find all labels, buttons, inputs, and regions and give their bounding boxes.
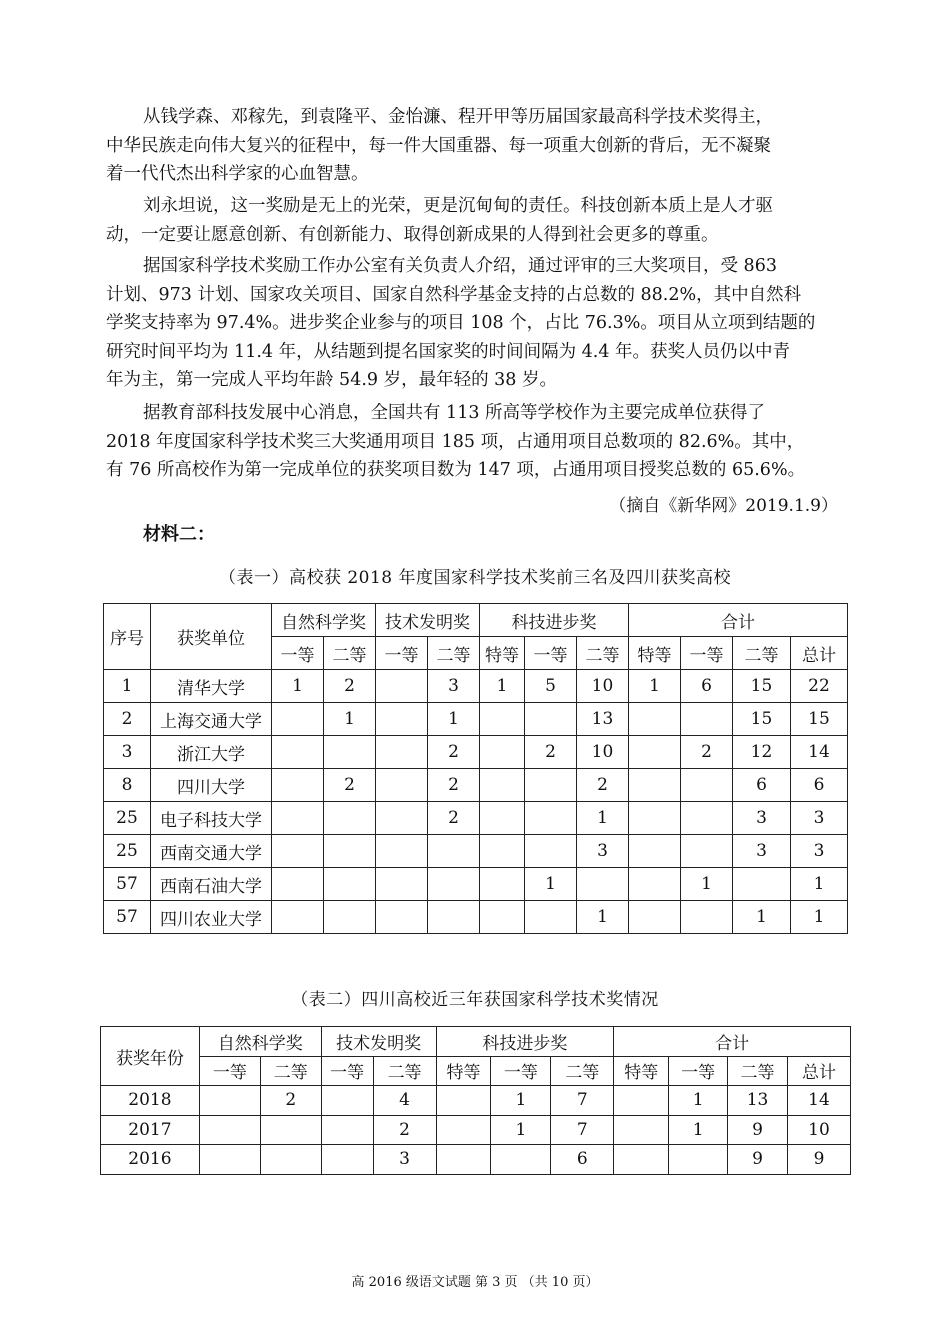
table-cell: 1 xyxy=(491,1086,551,1116)
table-cell: 1 xyxy=(324,703,376,736)
table-cell xyxy=(199,1115,260,1145)
table-cell: 1 xyxy=(491,1115,551,1145)
subheader-cell: 特等 xyxy=(614,1056,669,1086)
table-cell xyxy=(669,1145,728,1175)
table-cell: 1 xyxy=(104,670,151,703)
table-cell xyxy=(681,769,733,802)
table2 xyxy=(100,1026,851,1175)
group-header: 科技进步奖 xyxy=(436,1027,614,1057)
table-cell xyxy=(629,868,681,901)
table-cell: 9 xyxy=(728,1145,788,1175)
group-header: 合计 xyxy=(614,1027,851,1057)
table-cell xyxy=(321,1086,373,1116)
text-line: 年为主，第一完成人平均年龄 54.9 岁，最年轻的 38 岁。 xyxy=(106,370,557,390)
text-line: 据教育部科技发展中心消息，全国共有 113 所高等学校作为主要完成单位获得了 xyxy=(143,403,766,423)
table-row xyxy=(104,769,848,802)
text-line: 动，一定要让愿意创新、有创新能力、取得创新成果的人得到社会更多的尊重。 xyxy=(106,224,719,245)
table-cell: 浙江大学 xyxy=(151,736,272,769)
table-cell: 3 xyxy=(373,1145,436,1175)
table-cell: 6 xyxy=(791,769,848,802)
table-cell: 4 xyxy=(373,1086,436,1116)
table-cell xyxy=(428,835,480,868)
table-cell: 1 xyxy=(791,868,848,901)
subheader-cell: 一等 xyxy=(199,1056,260,1086)
table-cell: 1 xyxy=(681,868,733,901)
table-cell: 1 xyxy=(272,670,324,703)
table-cell: 12 xyxy=(733,736,791,769)
group-header: 自然科学奖 xyxy=(199,1027,321,1057)
subheader-cell: 二等 xyxy=(373,1056,436,1086)
text-line: 刘永坦说，这一奖励是无上的光荣，更是沉甸甸的责任。科技创新本质上是人才驱 xyxy=(143,196,773,216)
text-line: 着一代代杰出科学家的心血智慧。 xyxy=(106,164,369,184)
page-footer: 高 2016 级语文试题 第 3 页 （共 10 页） xyxy=(351,1275,599,1290)
table-cell: 9 xyxy=(728,1115,788,1145)
table-cell: 1 xyxy=(428,703,480,736)
table-cell: 13 xyxy=(728,1086,788,1116)
subheader-cell: 二等 xyxy=(428,637,480,670)
table-cell xyxy=(436,1115,491,1145)
table-cell: 2016 xyxy=(101,1145,200,1175)
table-cell: 2 xyxy=(260,1086,321,1116)
table-cell: 9 xyxy=(788,1145,851,1175)
table-cell: 22 xyxy=(791,670,848,703)
table-cell: 2 xyxy=(577,769,629,802)
table-cell: 2 xyxy=(104,703,151,736)
table-cell: 3 xyxy=(104,736,151,769)
table-cell: 2018 xyxy=(101,1086,200,1116)
text-line: 2018 年度国家科学技术奖三大奖通用项目 185 项，占通用项目总数项的 82.6%。其中， xyxy=(106,431,805,452)
table-cell xyxy=(629,802,681,835)
table-cell xyxy=(376,769,428,802)
table-cell xyxy=(614,1086,669,1116)
table-row xyxy=(101,1145,851,1175)
table-cell xyxy=(260,1115,321,1145)
table-cell: 3 xyxy=(791,835,848,868)
table-cell xyxy=(199,1145,260,1175)
subheader-cell: 二等 xyxy=(733,637,791,670)
table-cell xyxy=(324,868,376,901)
table-cell xyxy=(480,901,525,934)
table1 xyxy=(103,603,848,934)
table-cell: 西南交通大学 xyxy=(151,835,272,868)
table-cell: 2 xyxy=(428,769,480,802)
table-cell xyxy=(629,769,681,802)
table-cell: 3 xyxy=(733,802,791,835)
table-cell xyxy=(525,802,577,835)
table-cell xyxy=(376,901,428,934)
table-cell: 2 xyxy=(428,802,480,835)
table-cell: 2 xyxy=(525,736,577,769)
table-cell xyxy=(629,901,681,934)
table-cell xyxy=(629,835,681,868)
table-cell: 13 xyxy=(577,703,629,736)
paragraph-3 xyxy=(106,252,848,395)
table-row xyxy=(104,736,848,769)
table-cell: 1 xyxy=(577,901,629,934)
subheader-cell: 一等 xyxy=(669,1056,728,1086)
table-row xyxy=(104,835,848,868)
table-cell xyxy=(577,868,629,901)
table-cell xyxy=(376,868,428,901)
table-cell: 2017 xyxy=(101,1115,200,1145)
table-cell: 1 xyxy=(480,670,525,703)
table-cell: 1 xyxy=(733,901,791,934)
header-year: 获奖年份 xyxy=(101,1027,200,1086)
table-cell: 57 xyxy=(104,868,151,901)
table-cell: 5 xyxy=(525,670,577,703)
header-unit: 获奖单位 xyxy=(151,604,272,670)
table-cell: 清华大学 xyxy=(151,670,272,703)
table-cell: 1 xyxy=(577,802,629,835)
table-row xyxy=(101,1115,851,1145)
paragraph-2 xyxy=(106,192,848,249)
subheader-cell: 一等 xyxy=(272,637,324,670)
table-cell xyxy=(272,769,324,802)
table-cell xyxy=(324,901,376,934)
table-cell: 10 xyxy=(577,670,629,703)
table-cell: 四川农业大学 xyxy=(151,901,272,934)
table-row xyxy=(104,802,848,835)
table-cell: 6 xyxy=(681,670,733,703)
table-cell: 2 xyxy=(324,670,376,703)
table-cell: 2 xyxy=(428,736,480,769)
table-cell xyxy=(260,1145,321,1175)
group-header: 合计 xyxy=(629,604,848,637)
header-seq: 序号 xyxy=(104,604,151,670)
table-cell xyxy=(436,1145,491,1175)
table-cell xyxy=(324,736,376,769)
table-cell xyxy=(436,1086,491,1116)
table-cell: 四川大学 xyxy=(151,769,272,802)
subheader-cell: 特等 xyxy=(436,1056,491,1086)
table-cell: 2 xyxy=(324,769,376,802)
table-cell: 10 xyxy=(577,736,629,769)
table-cell: 西南石油大学 xyxy=(151,868,272,901)
table-cell: 1 xyxy=(791,901,848,934)
table-cell xyxy=(324,802,376,835)
table-cell xyxy=(376,670,428,703)
table-cell: 1 xyxy=(629,670,681,703)
table-cell xyxy=(324,835,376,868)
table-cell xyxy=(376,736,428,769)
table-cell: 10 xyxy=(788,1115,851,1145)
table-cell: 3 xyxy=(791,802,848,835)
table-cell: 6 xyxy=(733,769,791,802)
subheader-cell: 特等 xyxy=(629,637,681,670)
table-row xyxy=(104,901,848,934)
text-line: 学奖支持率为 97.4%。进步奖企业参与的项目 108 个，占比 76.3%。项目从立项到结题的 xyxy=(106,313,816,333)
text-line: 研究时间平均为 11.4 年，从结题到提名国家奖的时间间隔为 4.4 年。获奖人员仍以中青 xyxy=(106,341,791,362)
table-cell: 57 xyxy=(104,901,151,934)
text-line: 中华民族走向伟大复兴的征程中，每一件大国重器、每一项重大创新的背后，无不凝聚 xyxy=(106,135,771,156)
table-cell xyxy=(428,901,480,934)
table-cell xyxy=(614,1145,669,1175)
table-cell: 25 xyxy=(104,802,151,835)
table-cell: 上海交通大学 xyxy=(151,703,272,736)
table-cell xyxy=(480,835,525,868)
table-cell: 25 xyxy=(104,835,151,868)
table-cell xyxy=(199,1086,260,1116)
table-cell xyxy=(491,1145,551,1175)
table-cell xyxy=(681,835,733,868)
table-cell xyxy=(733,868,791,901)
table-cell xyxy=(629,736,681,769)
table-row xyxy=(104,670,848,703)
subheader-cell: 一等 xyxy=(376,637,428,670)
subheader-cell: 二等 xyxy=(577,637,629,670)
table-cell xyxy=(480,736,525,769)
text-line: 据国家科学技术奖励工作办公室有关负责人介绍，通过评审的三大奖项目，受 863 xyxy=(143,256,777,276)
subheader-cell: 特等 xyxy=(480,637,525,670)
table-cell xyxy=(272,736,324,769)
table-cell xyxy=(480,703,525,736)
table-cell: 7 xyxy=(551,1086,614,1116)
table-cell xyxy=(376,703,428,736)
paragraph-1 xyxy=(106,103,848,189)
subheader-cell: 一等 xyxy=(321,1056,373,1086)
table-cell xyxy=(681,703,733,736)
table-cell xyxy=(525,835,577,868)
table-cell xyxy=(428,868,480,901)
table-cell: 15 xyxy=(791,703,848,736)
subheader-cell: 二等 xyxy=(260,1056,321,1086)
table-cell: 3 xyxy=(733,835,791,868)
table-cell xyxy=(480,868,525,901)
table-cell: 15 xyxy=(733,703,791,736)
table-cell xyxy=(525,769,577,802)
material-heading: 材料二： xyxy=(143,524,215,545)
subheader-cell: 一等 xyxy=(681,637,733,670)
table-cell: 7 xyxy=(551,1115,614,1145)
subheader-cell: 一等 xyxy=(525,637,577,670)
table-cell: 6 xyxy=(551,1145,614,1175)
table-cell xyxy=(525,901,577,934)
table-cell xyxy=(376,835,428,868)
table-cell: 14 xyxy=(791,736,848,769)
subheader-cell: 二等 xyxy=(728,1056,788,1086)
table-cell xyxy=(272,802,324,835)
table-cell xyxy=(681,802,733,835)
table-cell xyxy=(480,769,525,802)
subheader-cell: 二等 xyxy=(324,637,376,670)
table-cell xyxy=(629,703,681,736)
subheader-cell: 总计 xyxy=(788,1056,851,1086)
subheader-cell: 一等 xyxy=(491,1056,551,1086)
subheader-cell: 二等 xyxy=(551,1056,614,1086)
table-cell xyxy=(321,1115,373,1145)
table-cell xyxy=(681,901,733,934)
table-cell: 2 xyxy=(373,1115,436,1145)
table-cell: 8 xyxy=(104,769,151,802)
paragraph-4 xyxy=(106,399,848,485)
table-cell: 1 xyxy=(669,1086,728,1116)
table-cell xyxy=(525,703,577,736)
group-header: 技术发明奖 xyxy=(376,604,480,637)
text-line: 计划、973 计划、国家攻关项目、国家自然科学基金支持的占总数的 88.2%，其中自然科 xyxy=(106,284,802,305)
table-cell xyxy=(321,1145,373,1175)
group-header: 技术发明奖 xyxy=(321,1027,436,1057)
table-cell: 14 xyxy=(788,1086,851,1116)
table-row xyxy=(104,703,848,736)
source-citation: （摘自《新华网》2019.1.9） xyxy=(609,496,838,516)
table-cell xyxy=(272,835,324,868)
text-line: 从钱学森、邓稼先，到袁隆平、金怡濂、程开甲等历届国家最高科学技术奖得主， xyxy=(143,107,773,127)
table-cell: 15 xyxy=(733,670,791,703)
table-cell: 3 xyxy=(577,835,629,868)
text-line: 有 76 所高校作为第一完成单位的获奖项目数为 147 项，占通用项目授奖总数的 65.6%。 xyxy=(106,460,806,480)
table-cell xyxy=(614,1115,669,1145)
table1-caption: （表一）高校获 2018 年度国家科学技术奖前三名及四川获奖高校 xyxy=(218,568,732,588)
table-row xyxy=(104,868,848,901)
table2-caption: （表二）四川高校近三年获国家科学技术奖情况 xyxy=(291,990,659,1010)
table-cell: 3 xyxy=(428,670,480,703)
table-cell xyxy=(376,802,428,835)
group-header: 自然科学奖 xyxy=(272,604,376,637)
table-cell: 2 xyxy=(681,736,733,769)
table-row xyxy=(101,1086,851,1116)
table-cell xyxy=(272,901,324,934)
table-cell xyxy=(272,703,324,736)
table-cell xyxy=(272,868,324,901)
table-cell xyxy=(480,802,525,835)
group-header: 科技进步奖 xyxy=(480,604,629,637)
table-cell: 1 xyxy=(669,1115,728,1145)
table-cell: 1 xyxy=(525,868,577,901)
table-cell: 电子科技大学 xyxy=(151,802,272,835)
subheader-cell: 总计 xyxy=(791,637,848,670)
